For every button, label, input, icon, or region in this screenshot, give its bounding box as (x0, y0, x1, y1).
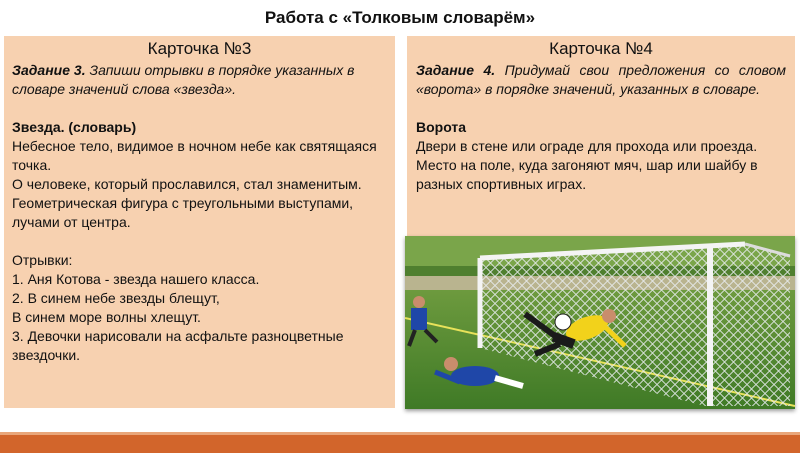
card-3 (4, 36, 395, 408)
card-3-excerpt: 3. Девочки нарисовали на асфальте разноцветные звездочки. (12, 328, 344, 363)
card-4-meaning: Место на поле, куда загоняют мяч, шар или шайбу в разных спортивных играх. (416, 157, 758, 192)
card-3-task-text: Запиши отрывки в порядке указанных в словаре значений слова «звезда». (12, 62, 355, 97)
card-4-task-text: Придумай свои предложения со словом «ворота» в порядке значений, указанных в словаре. (416, 62, 786, 97)
card-4-heading: Карточка №4 (549, 39, 653, 58)
card-3-excerpt: 2. В синем небе звезды блещут, (12, 290, 220, 306)
card-3-excerpts-heading: Отрывки: (12, 252, 73, 268)
card-3-heading: Карточка №3 (147, 39, 252, 58)
card-3-excerpt: 1. Аня Котова - звезда нашего класса. (12, 271, 260, 287)
card-3-excerpt: В синем море волны хлещут. (12, 309, 201, 325)
card-3-task-label: Задание 3. (12, 62, 86, 78)
football-goal-photo (405, 236, 795, 409)
card-3-meaning: Небесное тело, видимое в ночном небе как святящаяся точка. (12, 138, 377, 173)
card-4-task-label: Задание 4. (416, 62, 496, 78)
card-4-meaning: Двери в стене или ограде для прохода или проезда. (416, 138, 758, 154)
card-4-word-heading: Ворота (416, 119, 467, 135)
card-3-meaning: Геометрическая фигура с треугольными выступами, лучами от центра. (12, 195, 354, 230)
card-3-meaning: О человеке, который прославился, стал знаменитым. (12, 176, 362, 192)
card-4 (407, 36, 795, 236)
card-4-task (416, 61, 786, 99)
slide-title: Работа с «Толковым словарём» (264, 8, 536, 27)
card-3-task (12, 61, 387, 99)
football-scene-illustration (405, 236, 795, 409)
card-3-word-heading: Звезда. (словарь) (12, 119, 137, 135)
